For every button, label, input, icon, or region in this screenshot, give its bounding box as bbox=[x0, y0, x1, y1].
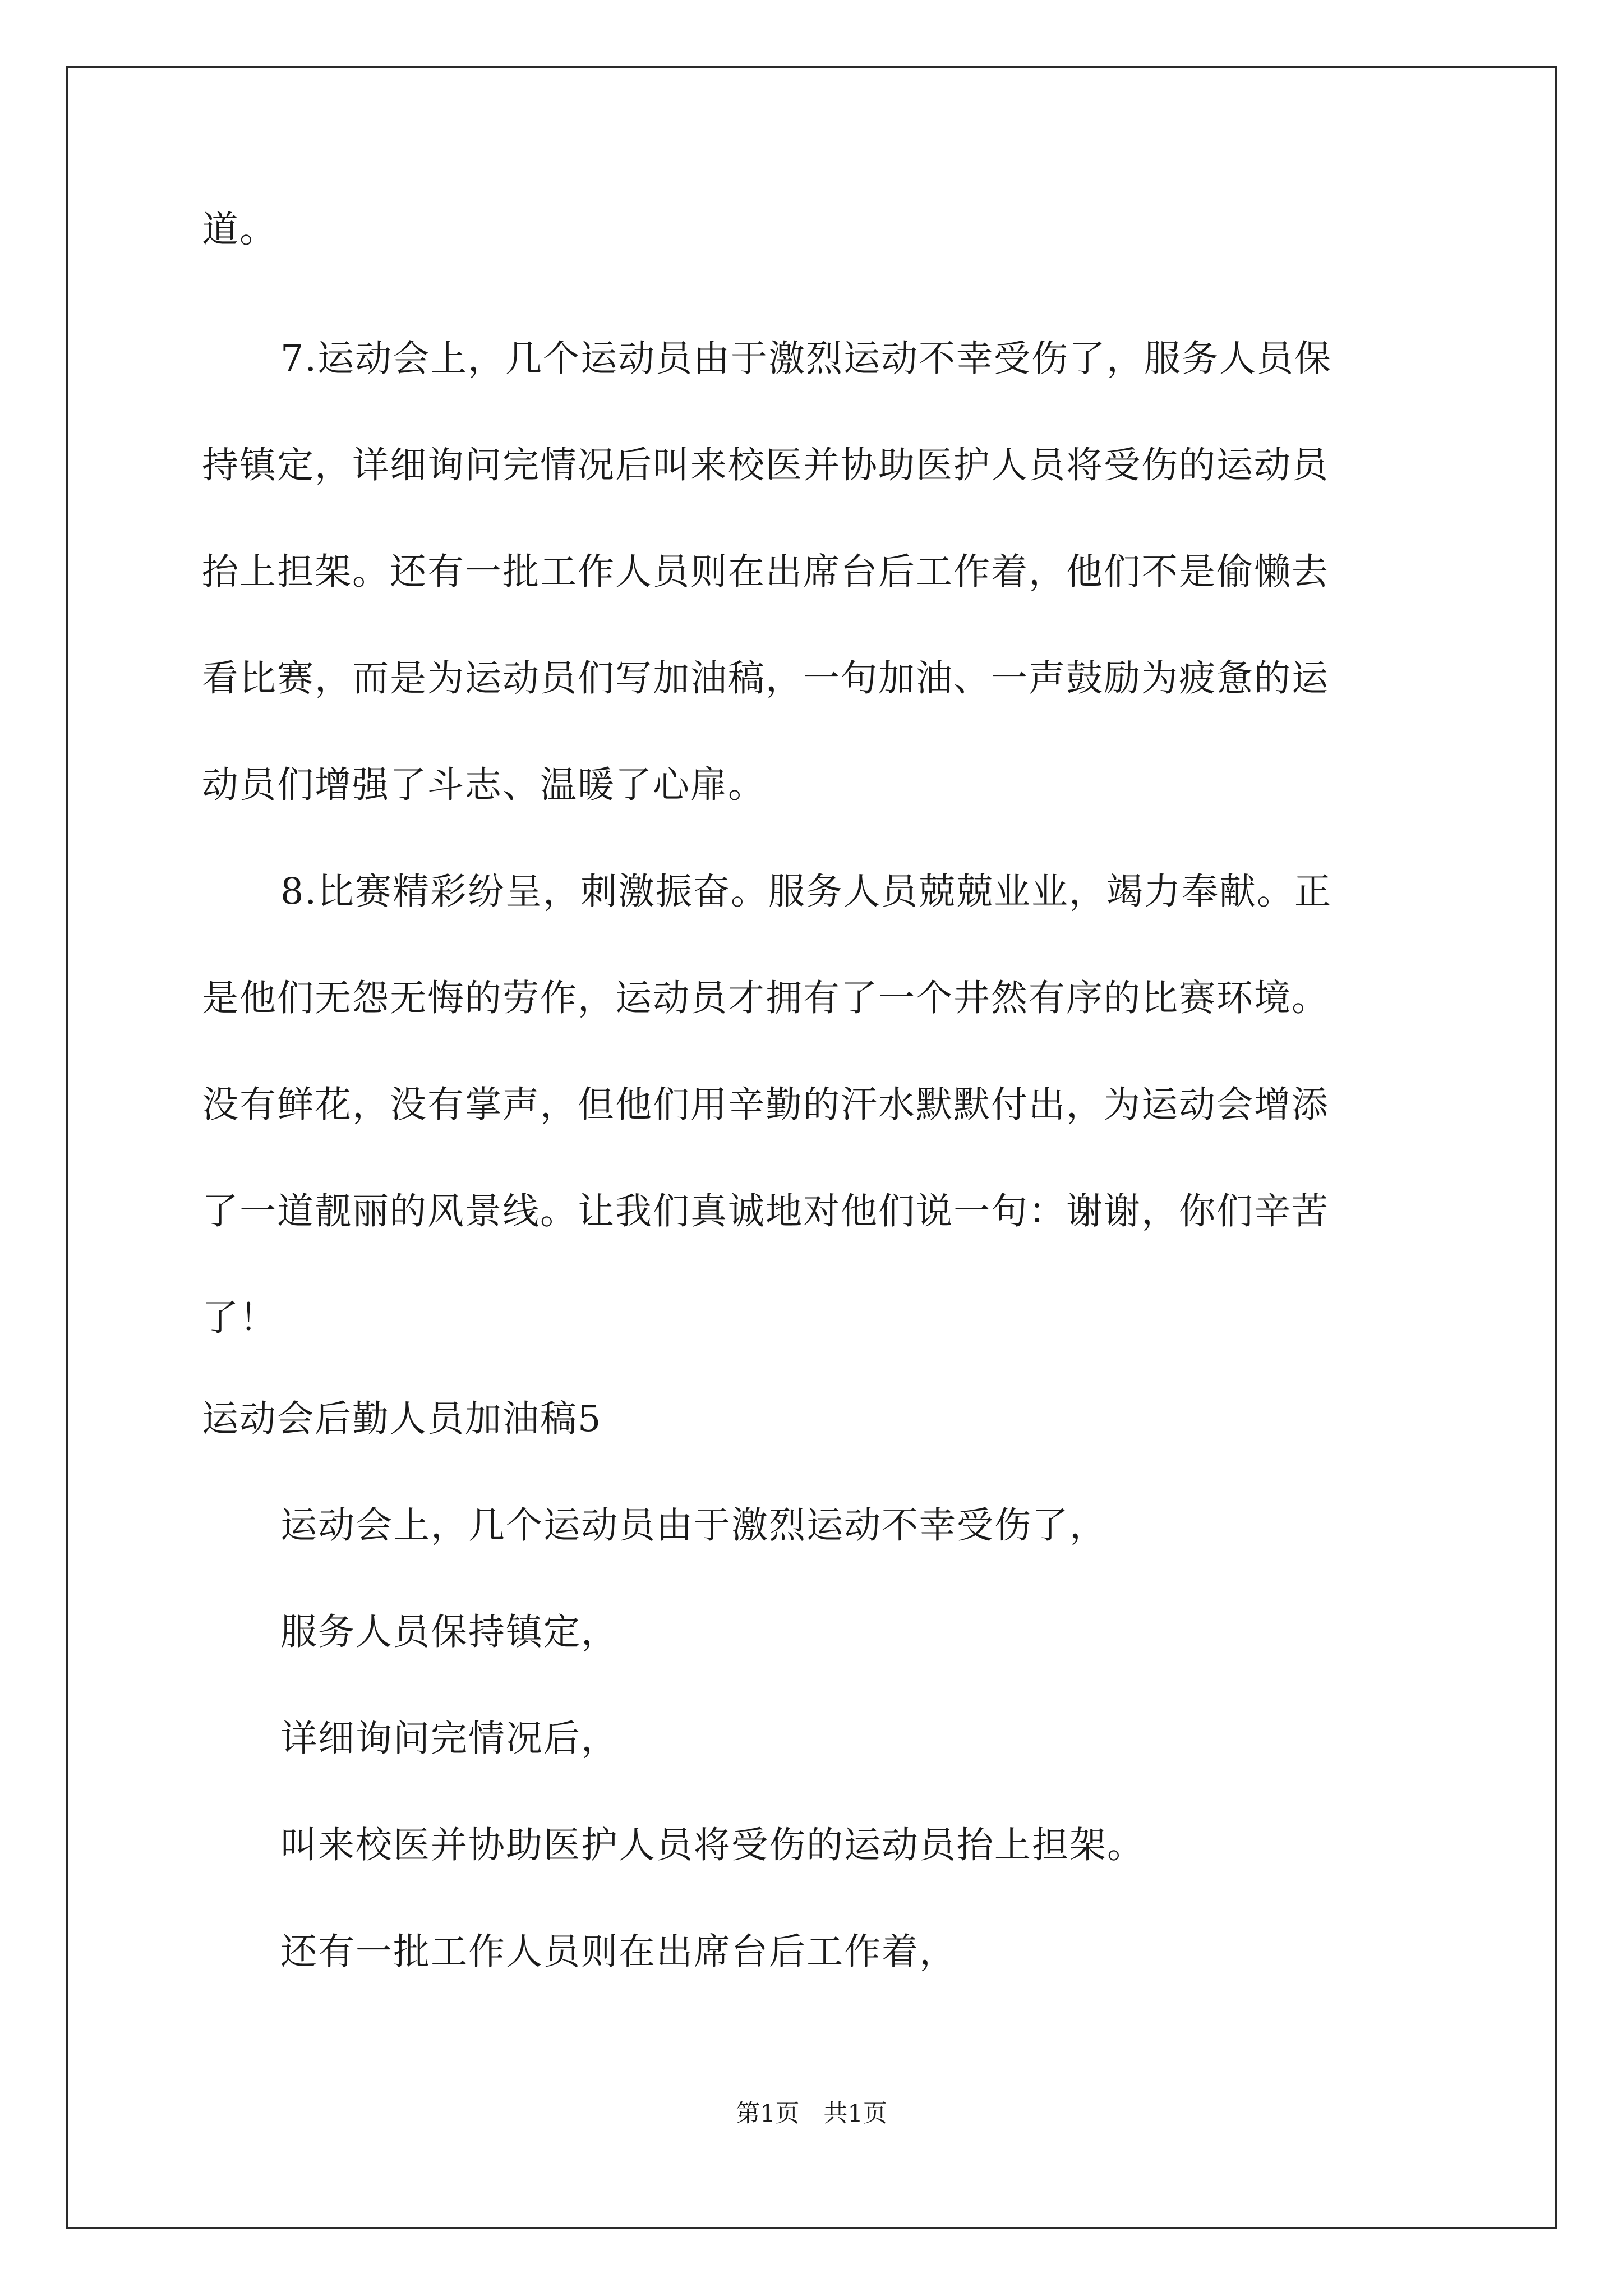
text-line: 叫来校医并协助医护人员将受伤的运动员抬上担架。 bbox=[280, 1824, 1145, 1866]
text-line: 运动会上，几个运动员由于激烈运动不幸受伤了， bbox=[280, 1504, 1108, 1547]
text-line: 了！ bbox=[202, 1297, 278, 1339]
text-line: 8.比赛精彩纷呈，刺激振奋。服务人员兢兢业业，竭力奉献。正 bbox=[280, 871, 1332, 913]
page-footer: 第1页 共1页 bbox=[736, 2100, 887, 2128]
text-line: 动员们增强了斗志、温暖了心扉。 bbox=[202, 764, 766, 806]
section-heading: 运动会后勤人员加油稿5 bbox=[202, 1398, 602, 1440]
page-border bbox=[66, 66, 1557, 2229]
text-line: 看比赛，而是为运动员们写加油稿，一句加油、一声鼓励为疲惫的运 bbox=[202, 657, 1330, 700]
text-line: 7.运动会上，几个运动员由于激烈运动不幸受伤了，服务人员保 bbox=[280, 338, 1332, 380]
text-line: 还有一批工作人员则在出席台后工作着， bbox=[280, 1931, 957, 1973]
text-line: 道。 bbox=[202, 209, 278, 251]
text-line: 详细询问完情况后， bbox=[280, 1718, 619, 1760]
text-line: 了一道靓丽的风景线。让我们真诚地对他们说一句：谢谢，你们辛苦 bbox=[202, 1190, 1330, 1232]
text-line: 持镇定，详细询问完情况后叫来校医并协助医护人员将受伤的运动员 bbox=[202, 444, 1330, 486]
text-line: 抬上担架。还有一批工作人员则在出席台后工作着，他们不是偷懒去 bbox=[202, 551, 1330, 593]
text-line: 服务人员保持镇定， bbox=[280, 1611, 619, 1653]
text-line: 没有鲜花，没有掌声，但他们用辛勤的汗水默默付出，为运动会增添 bbox=[202, 1084, 1330, 1126]
text-line: 是他们无怨无悔的劳作，运动员才拥有了一个井然有序的比赛环境。 bbox=[202, 977, 1330, 1019]
